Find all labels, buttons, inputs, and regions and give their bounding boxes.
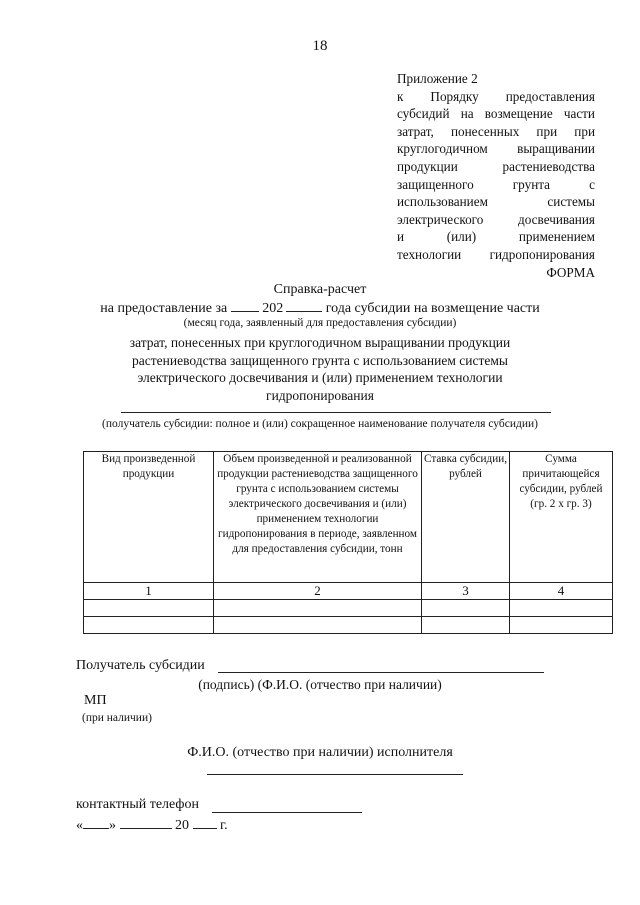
title-period-suffix: года субсидии на возмещение части (325, 301, 540, 316)
appendix-line: круглогодичном выращивании (397, 141, 595, 157)
page-number: 18 (312, 38, 328, 54)
recipient-signature-label: Получатель субсидии (76, 658, 205, 673)
phone-label: контактный телефон (76, 797, 199, 812)
month-blank (231, 298, 259, 312)
recipient-caption: (получатель субсидии: полное и (или) сокращенное наименование получателя субсидии) (102, 418, 538, 430)
title-period-line (0, 298, 640, 317)
date-suffix: г. (220, 818, 228, 833)
phone-line (212, 812, 362, 813)
signature-caption: (подпись) (Ф.И.О. (отчество при наличии) (198, 677, 442, 692)
stamp-label: МП (84, 693, 107, 708)
date-line (76, 815, 228, 834)
title-period-prefix: на предоставление за (100, 301, 228, 316)
appendix-line: продукции растениеводства (397, 158, 595, 174)
column-number: 3 (422, 583, 510, 600)
table-cell (422, 617, 510, 634)
period-caption: (месяц года, заявленный для предоставления субсидии) (183, 317, 457, 329)
column-number: 1 (84, 583, 214, 600)
title-line: электрического досвечивания и (или) применением технологии (137, 370, 503, 386)
subsidy-table (83, 451, 613, 634)
table-cell (84, 600, 214, 617)
column-number: 4 (510, 583, 613, 600)
table-cell (214, 600, 422, 617)
date-open-quote: « (76, 818, 83, 833)
document-title: Справка-расчет (273, 282, 367, 297)
header-amount: Сумма причитающейся субсидии, рублей (гр. 2 х гр. 3) (510, 452, 613, 583)
appendix-line: электрического досвечивания (397, 211, 595, 227)
stamp-caption: (при наличии) (82, 712, 152, 724)
appendix-line: к Порядку предоставления (397, 88, 595, 104)
table-cell (510, 617, 613, 634)
executor-line (207, 774, 463, 775)
year-blank (286, 298, 322, 312)
recipient-line (121, 412, 551, 413)
column-number: 2 (214, 583, 422, 600)
date-close-quote: » (109, 818, 116, 833)
appendix-line: затрат, понесенных при при (397, 123, 595, 139)
table-row (84, 600, 613, 617)
table-row (84, 617, 613, 634)
title-line: затрат, понесенных при круглогодичном выращивании продукции (129, 335, 511, 350)
title-body (0, 334, 640, 404)
date-year-prefix: 20 (175, 818, 189, 833)
header-product-type: Вид произведенной продукции (84, 452, 214, 583)
form-label: ФОРМА (546, 264, 595, 280)
year-blank (193, 815, 217, 829)
header-rate: Ставка субсидии, рублей (422, 452, 510, 583)
appendix-line: и (или) применением (397, 229, 595, 245)
day-blank (83, 815, 109, 829)
appendix-line: Приложение 2 (397, 71, 478, 86)
appendix-line: использованием системы (397, 194, 595, 210)
title-line: растениеводства защищенного грунта с использованием системы (132, 352, 508, 368)
table-cell (510, 600, 613, 617)
month-blank (120, 815, 172, 829)
appendix-block (397, 70, 595, 281)
table-header-row (84, 452, 613, 583)
appendix-line: технологии гидропонирования (397, 246, 595, 262)
table-cell (84, 617, 214, 634)
table-cell (214, 617, 422, 634)
recipient-signature-line (218, 672, 544, 673)
appendix-line: защищенного грунта с (397, 176, 595, 192)
title-line: гидропонирования (266, 387, 374, 403)
header-volume: Объем произведенной и реализованной продукции растениеводства защищенного грунта с использованием системы электрического досвечивания и (или) применением технологии гидропонирования в периоде, заявленном для предоставления субсидии, тонн (214, 452, 422, 583)
year-prefix: 202 (262, 301, 284, 316)
appendix-line: субсидий на возмещение части (397, 106, 595, 122)
executor-label: Ф.И.О. (отчество при наличии) исполнителя (187, 745, 453, 760)
column-number-row (84, 583, 613, 600)
table-cell (422, 600, 510, 617)
